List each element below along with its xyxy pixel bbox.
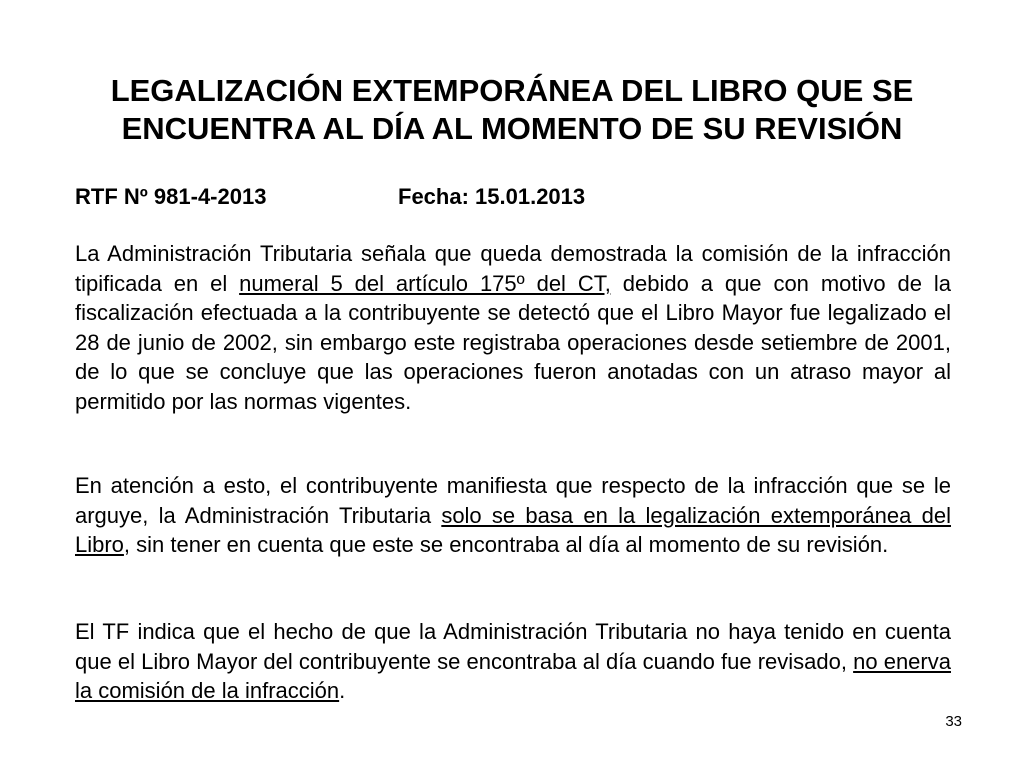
page-number: 33 bbox=[945, 713, 962, 730]
resolution-date: Fecha: 15.01.2013 bbox=[398, 184, 586, 209]
paragraph-3-text-b: . bbox=[339, 678, 346, 703]
paragraph-2-text-b: , sin tener en cuenta que este se encontraba al día al momento de su revisión. bbox=[123, 532, 889, 557]
rtf-number: RTF Nº 981-4-2013 bbox=[75, 184, 267, 209]
paragraph-2-text-a: En atención a esto, el contribuyente manifiesta que respecto de la infracción que se le arguye, la Administración Tributaria bbox=[75, 473, 951, 528]
paragraph-3-underlined: no enerva la comisión de la infracción bbox=[75, 648, 951, 703]
paragraph-tribunal bbox=[75, 617, 951, 706]
paragraph-2-underlined: solo se basa en la legalización extemporánea del Libro bbox=[75, 502, 951, 557]
slide-title bbox=[40, 72, 984, 148]
title-line-2: ENCUENTRA AL DÍA AL MOMENTO DE SU REVISIÓN bbox=[121, 111, 903, 146]
title-line-1: LEGALIZACIÓN EXTEMPORÁNEA DEL LIBRO QUE SE bbox=[110, 73, 914, 108]
paragraph-taxpayer bbox=[75, 471, 951, 560]
paragraph-administration bbox=[75, 239, 951, 416]
paragraph-1-text-b: debido a que con motivo de la fiscalización efectuada a la contribuyente se detectó que el Libro Mayor fue legalizado el 28 de junio de 2002, sin embargo este registraba operaciones desde setiembre de 2001, de lo que se concluye que las operaciones fueron anotadas con un atraso mayor al permitido por las normas vigentes. bbox=[75, 270, 951, 414]
reference-line bbox=[75, 182, 586, 212]
paragraph-1-text-a: La Administración Tributaria señala que queda demostrada la comisión de la infracción tipificada en el bbox=[75, 241, 951, 296]
paragraph-3-text-a: El TF indica que el hecho de que la Administración Tributaria no haya tenido en cuenta que el Libro Mayor del contribuyente se encontraba al día cuando fue revisado, bbox=[75, 619, 951, 674]
paragraph-1-underlined: numeral 5 del artículo 175º del CT, bbox=[239, 270, 611, 296]
